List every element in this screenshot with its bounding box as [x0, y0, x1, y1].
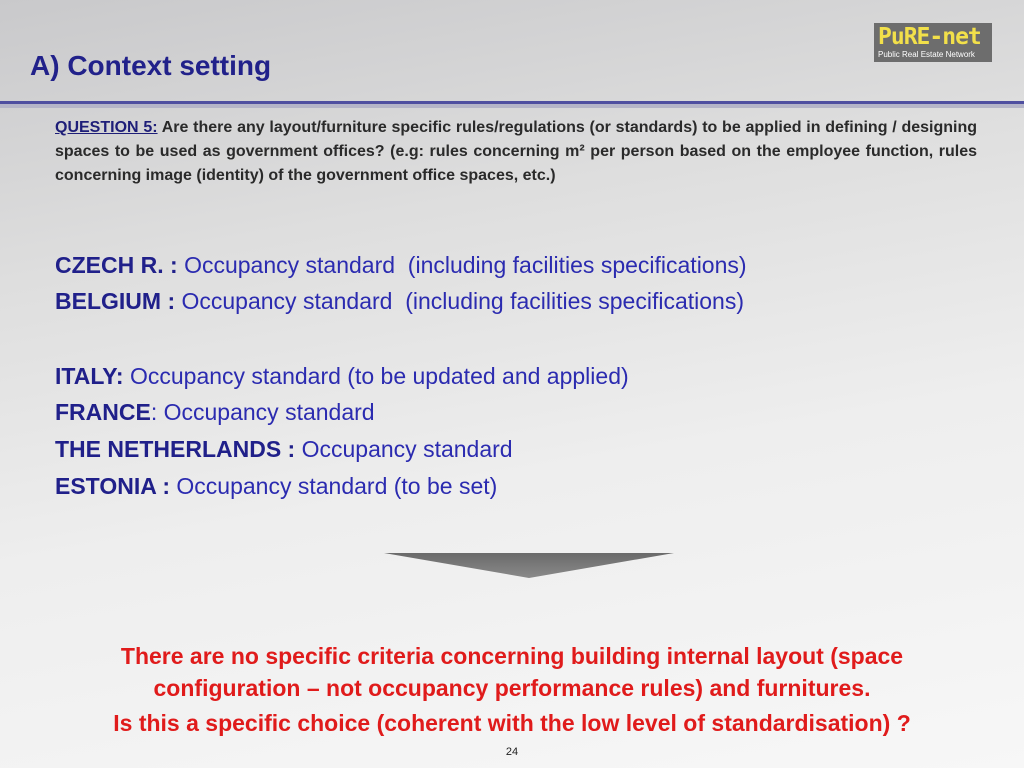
- logo-subtitle: Public Real Estate Network: [878, 50, 975, 59]
- slide-title: A) Context setting: [30, 50, 272, 81]
- country-value: Occupancy standard (to be updated and applied): [129, 363, 629, 389]
- country-line-france: [55, 399, 375, 426]
- down-arrow-icon: [384, 553, 674, 579]
- country-value: Occupancy standard (to be set): [176, 473, 498, 499]
- country-value: Occupancy standard (including facilities specifications): [181, 288, 744, 314]
- country-value: Occupancy standard (including facilities specifications): [184, 252, 747, 278]
- country-name: THE NETHERLANDS :: [55, 436, 296, 462]
- pure-net-logo: [874, 23, 992, 62]
- country-line-belgium: [55, 288, 744, 315]
- country-value: Occupancy standard: [301, 436, 513, 462]
- country-name: BELGIUM :: [55, 288, 176, 314]
- country-line-estonia: [55, 473, 497, 500]
- country-line-italy: [55, 363, 629, 390]
- conclusion-text: [0, 640, 1024, 704]
- conclusion-line-2: configuration – not occupancy performance rules) and furnitures.: [153, 675, 871, 701]
- question-paragraph: [55, 116, 977, 188]
- country-name: FRANCE: [55, 399, 151, 425]
- logo-mark: PuRE-net: [878, 24, 981, 50]
- conclusion-line-1: There are no specific criteria concerning building internal layout (space: [120, 643, 904, 669]
- country-line-netherlands: [55, 436, 513, 463]
- country-line-czech: [55, 252, 747, 279]
- country-name: ESTONIA :: [55, 473, 171, 499]
- country-name: ITALY:: [55, 363, 124, 389]
- country-name: CZECH R. :: [55, 252, 178, 278]
- country-value: : Occupancy standard: [150, 399, 375, 425]
- question-text: Are there any layout/furniture specific rules/regulations (or standards) to be applied in defining / designing spaces to be used as government offices? (e.g: rules concerning m² per person based on the employee function, rules concerning image (identity) of the government office spaces, etc.): [55, 119, 977, 184]
- question-label: QUESTION 5:: [55, 119, 158, 136]
- page-number: 24: [505, 746, 519, 758]
- conclusion-question: Is this a specific choice (coherent with the low level of standardisation) ?: [113, 710, 911, 736]
- header-divider-shadow: [0, 104, 1024, 108]
